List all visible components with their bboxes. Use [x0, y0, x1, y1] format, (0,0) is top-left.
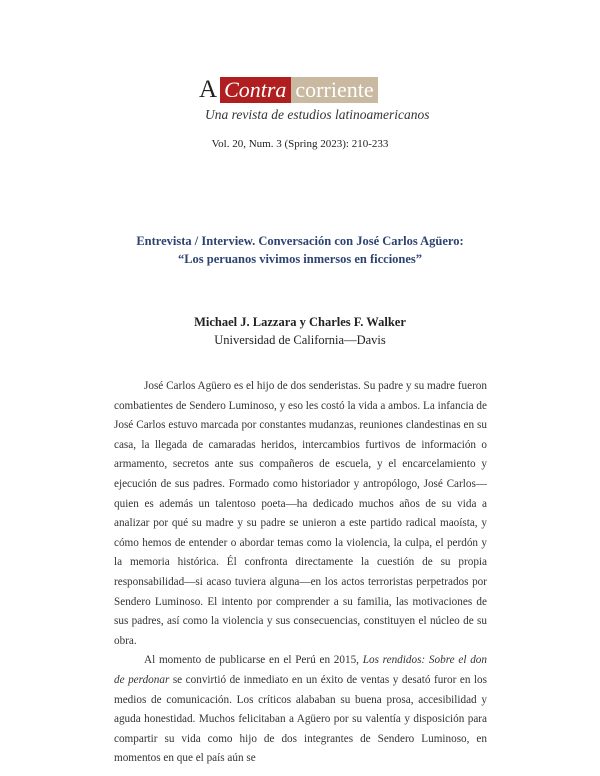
logo-contra: Contra [220, 77, 291, 103]
logo-letter-a: A [199, 76, 218, 103]
title-line-2: “Los peruanos vivimos inmersos en ficciones” [177, 252, 423, 266]
article-title [60, 232, 540, 268]
journal-subtitle: Una revista de estudios latinoamericanos [205, 107, 430, 122]
paragraph-2-start: Al momento de publicarse en el Perú en 2015, [144, 654, 363, 667]
paragraph-2-rest: se convirtió de inmediato en un éxito de ventas y desató furor en los medios de comunicación. Los críticos alababan su buena prosa, accesibilidad y aguda honestidad. Muchos felicitaban a Agüero por su valentía y disposición para compartir su vida como hijo de dos integrantes de Sendero Luminoso, en momentos en que el país aún se [114, 673, 487, 765]
title-line-1: Entrevista / Interview. Conversación con José Carlos Agüero: [136, 234, 464, 248]
volume-info: Vol. 20, Num. 3 (Spring 2023): 210-233 [211, 138, 389, 150]
journal-logo [199, 77, 378, 103]
paragraph-2 [114, 651, 487, 769]
affiliation: Universidad de California—Davis [214, 333, 386, 347]
article-body [114, 377, 487, 769]
paragraph-1: José Carlos Agüero es el hijo de dos senderistas. Su padre y su madre fueron combatientes de Sendero Luminoso, y eso les costó la vida a ambos. La infancia de José Carlos estuvo marcada por constantes mudanzas, reuniones clandestinas en su casa, la llegada de camaradas heridos, intercambios furtivos de información o armamento, secretos ante sus compañeros de escuela, y el encarcelamiento y ejecución de sus padres. Formado como historiador y antropólogo, José Carlos—quien es además un talentoso poeta—ha dedicado muchos años de su vida a analizar por qué su madre y su padre se unieron a este partido radical maoísta, y cómo hemos de entender o abordar temas como la violencia, la culpa, el perdón y la memoria histórica. Él confronta directamente la cuestión de su propia responsabilidad—si acaso tuviera alguna—en los actos terroristas perpetrados por Sendero Luminoso. El intento por comprender a su familia, las motivaciones de sus padres, así como la violencia y sus consecuencias, constituyen el núcleo de su obra. [114, 380, 487, 647]
book-title: Los rendidos: Sobre el don de perdonar [114, 654, 487, 686]
logo-corriente: corriente [291, 77, 377, 103]
authors: Michael J. Lazzara y Charles F. Walker [194, 315, 406, 329]
